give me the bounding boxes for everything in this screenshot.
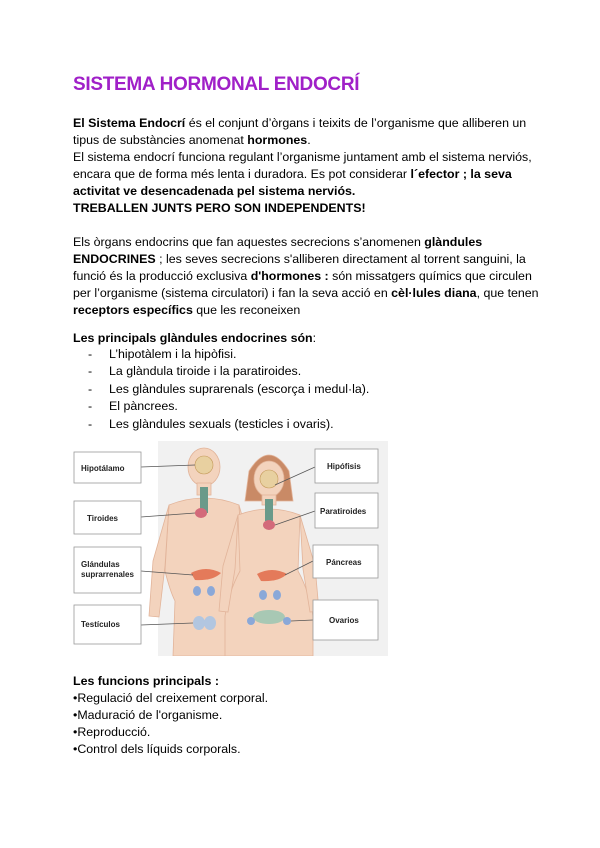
text-span: ; les seves secrecions s'alliberen directament al torrent sanguini, la funció és la producció exclusiva (73, 252, 526, 283)
female-neck-gland (265, 499, 273, 521)
ovary-right (283, 617, 291, 625)
text-span: El sistema endocrí funciona regulant l’organisme juntament amb el sistema nerviós, encara que de forma més lenta i duradora. Es pot considerar (73, 150, 532, 181)
list-item: - Les glàndules suprarenals (escorça i medul·la). (88, 381, 369, 398)
thyroid-male (195, 508, 207, 518)
testicle-right (204, 616, 216, 630)
term-hormones: hormones (247, 133, 308, 147)
glands-paragraph (73, 234, 543, 319)
intro-paragraph (73, 115, 543, 217)
female-brain (260, 470, 278, 488)
list-item: •Reproducció. (73, 725, 151, 739)
term-cellules-diana: cèl·lules diana (391, 286, 477, 300)
heading-bold: Les principals glàndules endocrines són (73, 331, 313, 345)
term-receptors: receptors específics (73, 303, 193, 317)
glands-list (88, 346, 369, 433)
page-title: SISTEMA HORMONAL ENDOCRÍ (73, 74, 360, 95)
heading-bold: Les funcions principals : (73, 674, 219, 688)
thyroid-female (263, 520, 275, 530)
glands-heading (73, 330, 543, 347)
list-item: - El pàncrees. (88, 398, 369, 415)
adrenal-female-left (259, 590, 267, 600)
functions-list (73, 690, 268, 758)
term-glandules: glàndules ENDOCRINES (73, 235, 483, 266)
term-sistema-endocri: El Sistema Endocrí (73, 116, 186, 130)
adrenal-right (207, 586, 215, 596)
term-hormones-2: d'hormones : (250, 269, 329, 283)
adrenal-left (193, 586, 201, 596)
label-pancreas: Páncreas (326, 558, 362, 567)
endocrine-diagram (73, 441, 393, 656)
text-span: , que tenen (476, 286, 539, 300)
adrenal-female-right (273, 590, 281, 600)
list-item: •Control dels líquids corporals. (73, 742, 241, 756)
label-suprarrenales-1: Glándulas (81, 560, 120, 569)
label-tiroides: Tiroides (87, 514, 118, 523)
ovary-left (247, 617, 255, 625)
text-span: . (307, 133, 311, 147)
list-item: - Les glàndules sexuals (testicles i ovaris). (88, 416, 369, 433)
functions-heading (73, 673, 543, 690)
text-span: són missatgers químics que circulen per l’organisme (sistema circulatori) i fan la seva acció en (73, 269, 532, 300)
list-item: - La glàndula tiroide i la paratiroides. (88, 363, 369, 380)
label-hipotalamo: Hipotálamo (81, 464, 125, 473)
label-suprarrenales-2: suprarrenales (81, 570, 134, 579)
uterus (253, 610, 285, 624)
list-item: •Regulació del creixement corporal. (73, 691, 269, 705)
male-brain (195, 456, 213, 474)
label-testiculos: Testículos (81, 620, 120, 629)
text-span: és el conjunt d’òrgans i teixits de l’organisme que alliberen un tipus de substàncies anomenat (73, 116, 527, 147)
text-span: Els òrgans endocrins que fan aquestes secrecions s’anomenen (73, 235, 425, 249)
list-item: •Maduració de l'organisme. (73, 708, 223, 722)
text-span: que les reconeixen (192, 303, 301, 317)
emphasis-line: TREBALLEN JUNTS PERO SON INDEPENDENTS! (73, 201, 366, 215)
testicle-left (193, 616, 205, 630)
label-hipofisis: Hipófisis (327, 462, 361, 471)
label-paratiroides: Paratiroides (320, 507, 367, 516)
term-efector: l´efector ; la seva activitat ve desencadenada pel sistema nerviós. (73, 167, 512, 198)
list-item: - L’hipotàlem i la hipòfisi. (88, 346, 369, 363)
label-ovarios: Ovarios (329, 616, 359, 625)
text-span: : (312, 331, 317, 345)
